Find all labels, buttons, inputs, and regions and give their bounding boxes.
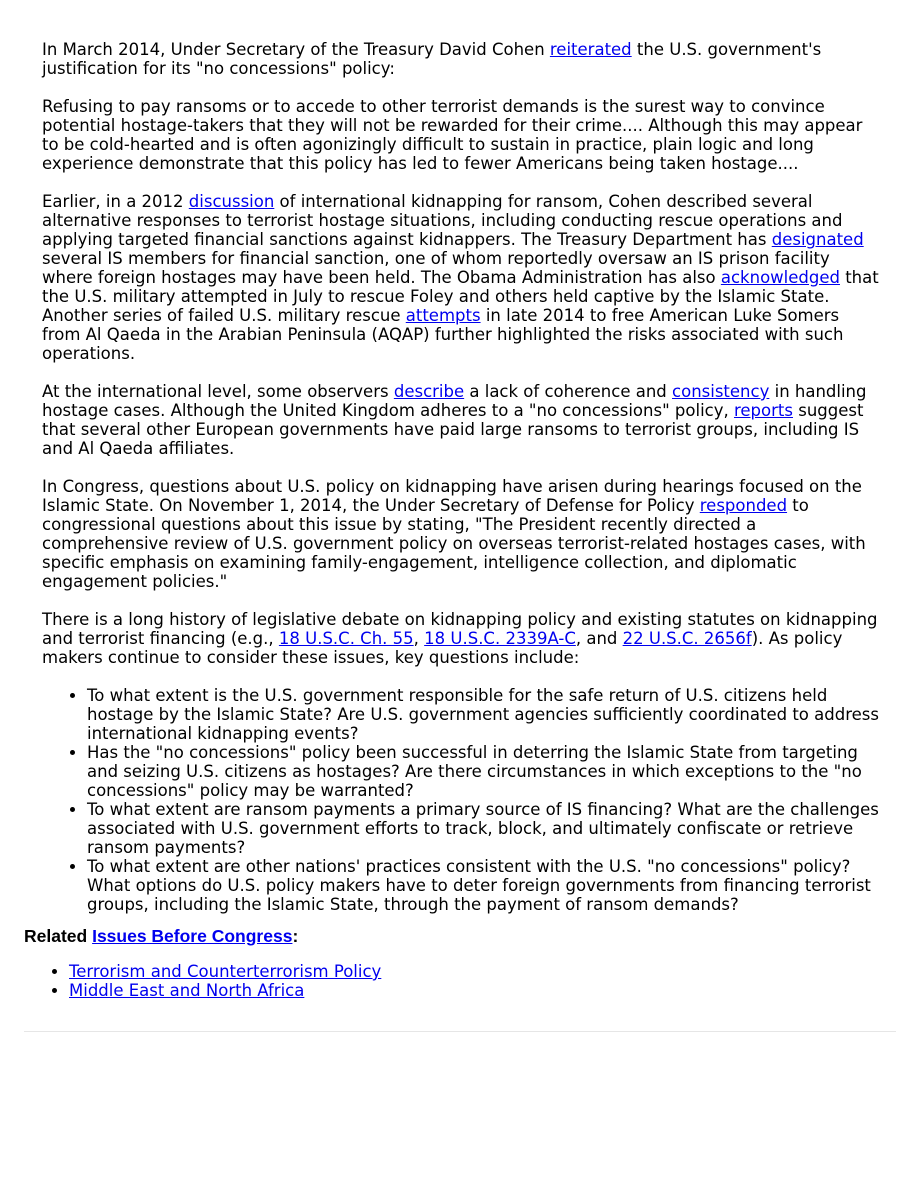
p3-text-5: in late 2014 to free American Luke Somers from Al Qaeda in the Arabian Peninsula (AQAP) further highlighted the risks associated with such operations. [42, 306, 844, 363]
related-prefix: Related [24, 926, 93, 946]
p6-text-1: There is a long history of legislative debate on kidnapping policy and existing statutes on kidnapping and terrorist financing (e.g., [42, 610, 878, 648]
discussion-link[interactable]: discussion [188, 192, 275, 211]
related-list [24, 962, 894, 1000]
designated-link[interactable]: designated [771, 230, 864, 249]
list-item: • To what extent is the U.S. government responsible for the safe return of U.S. citizens held hostage by the Islamic State? Are U.S. government agencies sufficiently coordinated to address international kidnapping events? [87, 686, 880, 743]
paragraph-international-level [42, 382, 880, 458]
paragraph-congress [42, 477, 880, 591]
attempts-link[interactable]: attempts [405, 306, 481, 325]
p1-text-2: the U.S. government's justification for its "no concessions" policy: [42, 40, 822, 78]
p4-text-2: a lack of coherence and [464, 382, 673, 401]
key-questions-list [42, 686, 880, 914]
middle-east-link[interactable]: Middle East and North Africa [69, 981, 305, 1000]
p4-text-1: At the international level, some observers [42, 382, 394, 401]
list-item: • To what extent are other nations' practices consistent with the U.S. "no concessions" policy? What options do U.S. policy makers have to deter foreign governments from financing terrorist groups, including the Islamic State, through the payment of ransom demands? [87, 857, 880, 914]
usc-ch55-link[interactable]: 18 U.S.C. Ch. 55 [278, 629, 414, 648]
list-item [69, 981, 894, 1000]
related-suffix: : [292, 926, 299, 946]
acknowledged-link[interactable]: acknowledged [720, 268, 840, 287]
p5-text-1: In Congress, questions about U.S. policy on kidnapping have arisen during hearings focused on the Islamic State. On November 1, 2014, the Under Secretary of Defense for Policy [42, 477, 862, 515]
p3-text-1: Earlier, in a 2012 [42, 192, 189, 211]
p1-text-1: In March 2014, Under Secretary of the Treasury David Cohen [42, 40, 550, 59]
article-body [42, 40, 880, 914]
describe-link[interactable]: describe [393, 382, 465, 401]
issues-before-congress-link[interactable]: Issues Before Congress [92, 926, 293, 946]
p4-text-3: in handling hostage cases. Although the United Kingdom adheres to a "no concessions" policy, [42, 382, 867, 420]
reiterated-link[interactable]: reiterated [549, 40, 632, 59]
reports-link[interactable]: reports [733, 401, 793, 420]
p6-text-2: , [413, 629, 425, 648]
list-item: • Has the "no concessions" policy been successful in deterring the Islamic State from targeting and seizing U.S. citizens as hostages? Are there circumstances in which exceptions to the "no concessions" policy may be warranted? [87, 743, 880, 800]
related-section [24, 927, 894, 1000]
footer-divider [24, 1031, 896, 1032]
p4-text-4: suggest that several other European governments have paid large ransoms to terrorist groups, including IS and Al Qaeda affiliates. [42, 401, 864, 458]
list-item [69, 962, 894, 981]
usc-2339a-link[interactable]: 18 U.S.C. 2339A-C [424, 629, 576, 648]
consistency-link[interactable]: consistency [672, 382, 770, 401]
p5-text-2: to congressional questions about this issue by stating, "The President recently directed a comprehensive review of U.S. government policy on overseas terrorist-related hostages cases, with specific emphasis on examining family-engagement, intelligence collection, and diplomatic engagement policies." [42, 496, 866, 591]
p3-text-2: of international kidnapping for ransom, Cohen described several alternative responses to terrorist hostage situations, including conducting rescue operations and applying targeted financial sanctions against kidnappers. The Treasury Department has [42, 192, 843, 249]
paragraph-cohen-reiterated [42, 40, 880, 78]
paragraph-alternative-responses [42, 192, 880, 363]
paragraph-cohen-quote: Refusing to pay ransoms or to accede to other terrorist demands is the surest way to convince potential hostage-takers that they will not be rewarded for their crime.... Although this may appear to be cold-hearted and is often agonizingly difficult to sustain in practice, plain logic and long experience demonstrate that this policy has led to fewer Americans being taken hostage.... [42, 97, 863, 173]
list-item: • To what extent are ransom payments a primary source of IS financing? What are the challenges associated with U.S. government efforts to track, block, and ultimately confiscate or retrieve ransom payments? [87, 800, 880, 857]
paragraph-legislative-history [42, 610, 880, 667]
p3-text-3: several IS members for financial sanction, one of whom reportedly oversaw an IS prison facility where foreign hostages may have been held. The Obama Administration has also [42, 249, 830, 287]
p3-text-4: that the U.S. military attempted in July to rescue Foley and others held captive by the Islamic State. Another series of failed U.S. military rescue [42, 268, 879, 325]
p6-text-3: , and [575, 629, 623, 648]
p6-text-4: ). As policy makers continue to consider these issues, key questions include: [42, 629, 843, 667]
related-heading [24, 927, 894, 946]
usc-2656f-link[interactable]: 22 U.S.C. 2656f [622, 629, 752, 648]
responded-link[interactable]: responded [699, 496, 788, 515]
terrorism-policy-link[interactable]: Terrorism and Counterterrorism Policy [69, 962, 382, 981]
